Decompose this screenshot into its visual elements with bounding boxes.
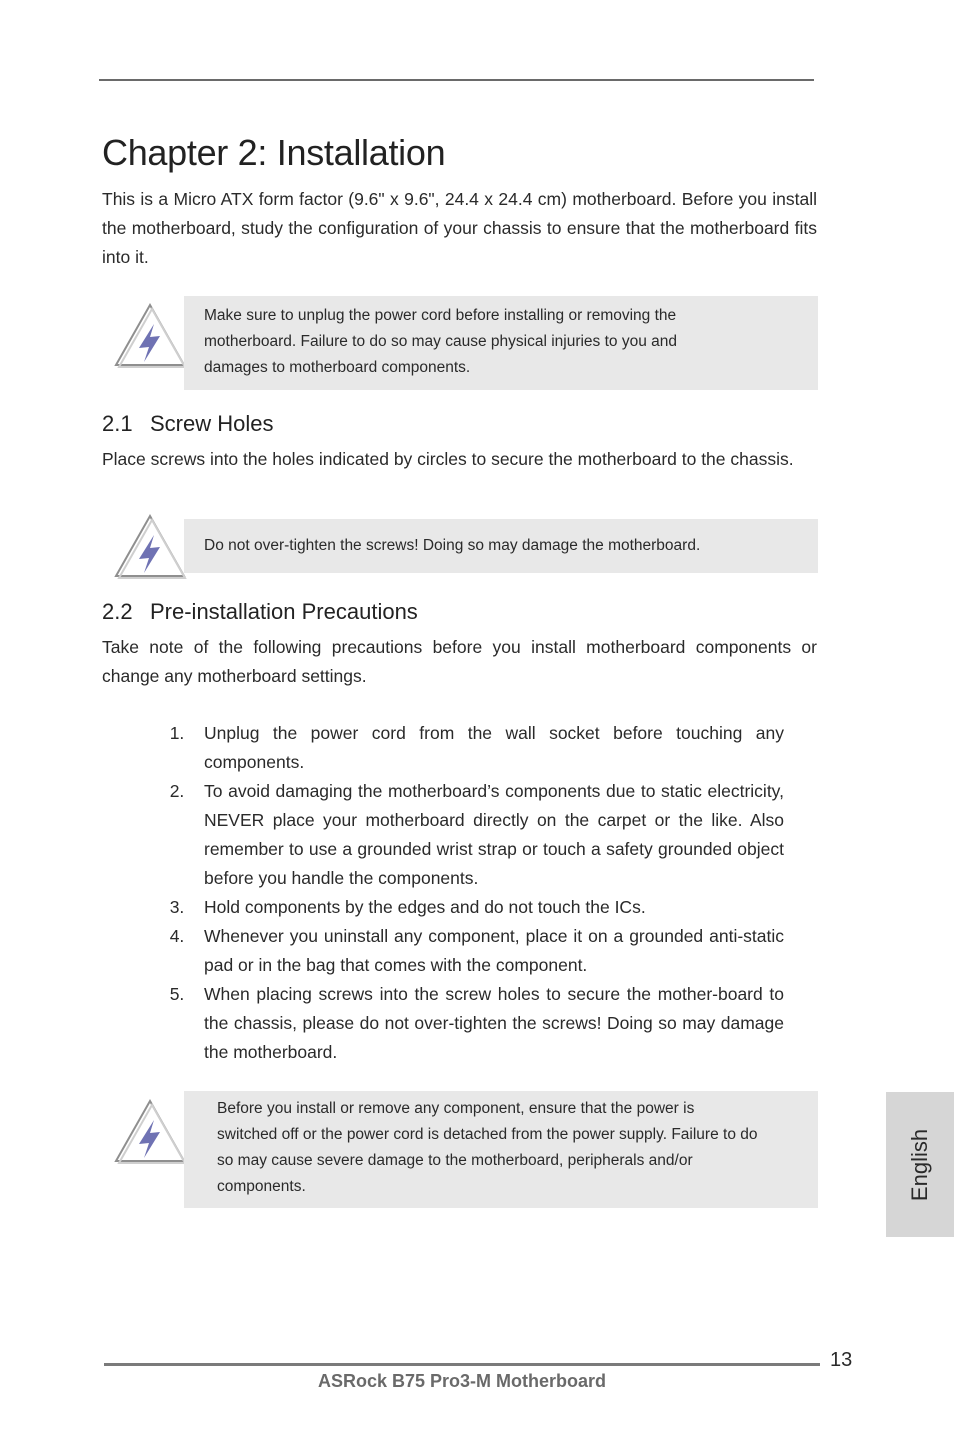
list-text: Hold components by the edges and do not touch the ICs. — [204, 897, 646, 917]
list-item — [150, 980, 784, 1067]
section-2-2-body: Take note of the following precautions before you install motherboard components or change any motherboard settings. — [102, 637, 817, 686]
precautions-list — [150, 719, 784, 1067]
warning-triangle-icon — [113, 513, 187, 579]
list-index: 5. — [169, 984, 185, 1004]
list-text: To avoid damaging the motherboard’s components due to static electricity, NEVER place your motherboard directly on the carpet or the like. Also remember to use a grounded wrist strap or touch a safety grounded object before you handle the components. — [204, 781, 784, 888]
list-index: 2. — [169, 781, 185, 801]
note-line: damages to motherboard components. — [204, 359, 471, 376]
list-item — [150, 893, 784, 922]
chapter-intro: This is a Micro ATX form factor (9.6" x 9.6", 24.4 x 24.4 cm) motherboard. Before you install the motherboard, study the configuration of your chassis to ensure that the motherboard fits into it. — [102, 189, 817, 267]
note-screws — [184, 519, 818, 573]
footer-rule — [104, 1363, 820, 1366]
list-text: Whenever you uninstall any component, place it on a grounded anti-static pad or in the bag that comes with the component. — [204, 926, 784, 975]
list-index: 1. — [169, 723, 185, 743]
note-line: Before you install or remove any component, ensure that the power is — [217, 1100, 695, 1117]
note-power-cord — [184, 296, 818, 390]
list-index: 4. — [169, 926, 185, 946]
list-text: Unplug the power cord from the wall socket before touching any components. — [204, 723, 784, 772]
note-line: motherboard. Failure to do so may cause physical injuries to you and — [204, 333, 677, 350]
header-rule — [99, 79, 814, 81]
section-name: Screw Holes — [150, 411, 274, 436]
list-item — [150, 777, 784, 893]
note-line: Make sure to unplug the power cord before installing or removing the — [204, 307, 677, 324]
section-2-1-body: Place screws into the holes indicated by circles to secure the motherboard to the chassis. — [102, 449, 794, 469]
list-index: 3. — [169, 897, 185, 917]
list-text: When placing screws into the screw holes to secure the mother-board to the chassis, please do not over-tighten the screws! Doing so may damage the motherboard. — [204, 984, 784, 1062]
note-line: components. — [217, 1178, 306, 1195]
section-number: 2.1 — [102, 411, 133, 436]
note-power-supply — [184, 1091, 818, 1208]
language-tab — [886, 1092, 954, 1237]
list-item — [150, 922, 784, 980]
section-name: Pre-installation Precautions — [150, 599, 418, 624]
note-line: switched off or the power cord is detached from the power supply. Failure to do — [217, 1126, 758, 1143]
section-number: 2.2 — [102, 599, 133, 624]
note-line: Do not over-tighten the screws! Doing so may damage the motherboard. — [204, 537, 701, 554]
warning-triangle-icon — [113, 1098, 187, 1164]
chapter-title: Chapter 2: Installation — [102, 132, 446, 173]
section-2-2-title — [102, 599, 418, 625]
note-line: so may cause severe damage to the motherboard, peripherals and/or — [217, 1152, 693, 1169]
footer-product-name: ASRock B75 Pro3-M Motherboard — [317, 1371, 607, 1391]
language-tab-label: English — [907, 1128, 932, 1201]
warning-triangle-icon — [113, 302, 187, 368]
list-item — [150, 719, 784, 777]
section-2-1-title — [102, 411, 273, 437]
page-number: 13 — [830, 1349, 853, 1371]
